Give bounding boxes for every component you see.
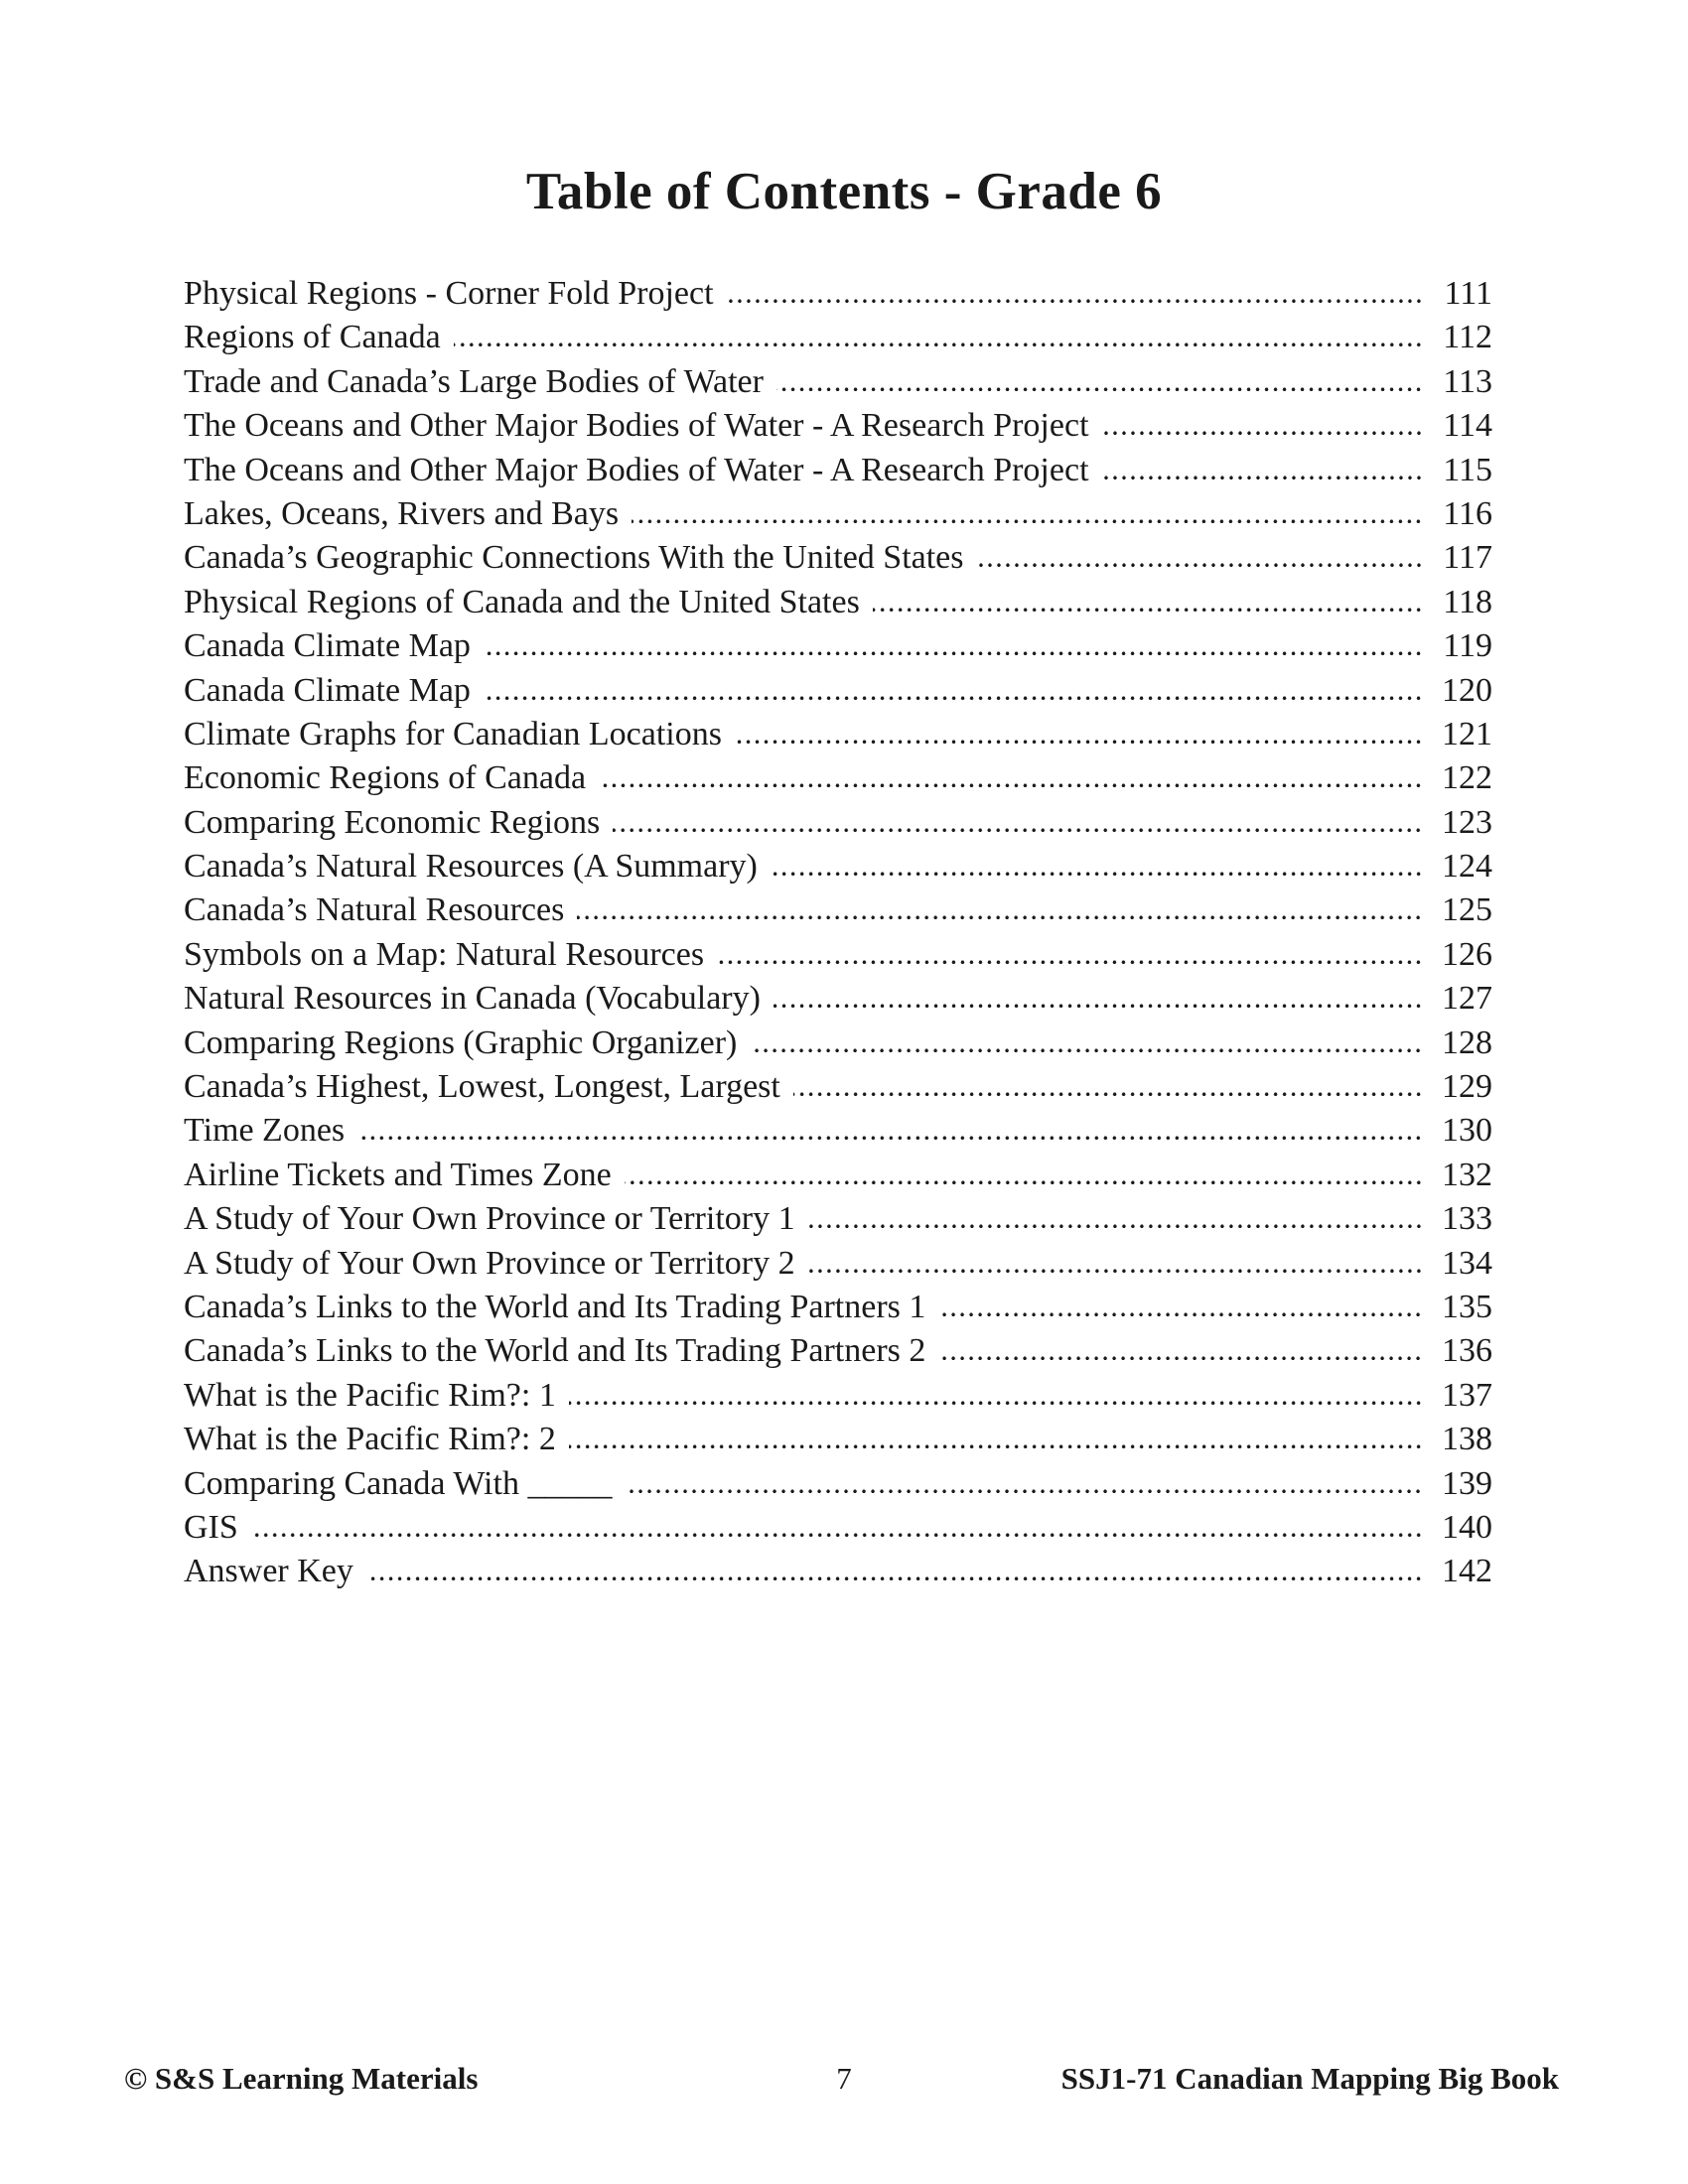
toc-entry-page: 142: [1442, 1553, 1492, 1590]
toc-entry-title: Physical Regions of Canada and the United States: [184, 583, 860, 620]
toc-entry-page: 137: [1442, 1376, 1492, 1414]
toc-entry: [184, 404, 1492, 448]
toc-entry: [184, 624, 1492, 668]
toc-entry-page: 126: [1442, 935, 1492, 973]
toc-entry-title: Regions of Canada: [184, 319, 441, 356]
toc-entry: [184, 449, 1492, 492]
leader-dots: [632, 517, 1423, 524]
leader-dots: [251, 1531, 1423, 1538]
leader-dots: [484, 649, 1423, 656]
toc-entry: [184, 933, 1492, 977]
leader-dots: [357, 1134, 1423, 1141]
toc-entry: [184, 1242, 1492, 1286]
footer-product-code: SSJ1-71 Canadian Mapping Big Book: [1060, 2061, 1559, 2096]
toc-entry-page: 123: [1442, 803, 1492, 841]
toc-entry: [184, 1462, 1492, 1506]
toc-entry-title: Symbols on a Map: Natural Resources: [184, 935, 705, 973]
leader-dots: [569, 1442, 1423, 1449]
toc-entry-title: Canada’s Geographic Connections With the United States: [184, 539, 964, 577]
toc-entry: [184, 977, 1492, 1021]
leader-dots: [454, 341, 1423, 347]
toc-entry-title: Comparing Economic Regions: [184, 803, 601, 841]
leader-dots: [873, 606, 1423, 613]
toc-entry: [184, 1550, 1492, 1593]
toc-entry: [184, 888, 1492, 932]
leader-dots: [938, 1310, 1423, 1317]
toc-entry-page: 116: [1443, 494, 1492, 532]
toc-entry-title: Canada Climate Map: [184, 671, 471, 709]
leader-dots: [776, 385, 1423, 392]
toc-entry: [184, 669, 1492, 713]
toc-entry-title: Economic Regions of Canada: [184, 759, 587, 797]
leader-dots: [727, 297, 1423, 304]
toc-entry: [184, 492, 1492, 536]
toc-entry-title: Canada’s Natural Resources (A Summary): [184, 848, 758, 886]
toc-entry-page: 140: [1442, 1508, 1492, 1546]
toc-entry-title: A Study of Your Own Province or Territory 1: [184, 1200, 795, 1238]
leader-dots: [599, 781, 1423, 788]
leader-dots: [717, 958, 1423, 965]
toc-entry-page: 132: [1442, 1156, 1492, 1193]
page-title: Table of Contents - Grade 6: [525, 163, 1163, 220]
toc-entry-page: 113: [1443, 362, 1492, 400]
toc-entry-page: 134: [1442, 1244, 1492, 1282]
page-footer: [0, 2057, 1688, 2101]
toc-entry-title: Physical Regions - Corner Fold Project: [184, 275, 714, 312]
leader-dots: [938, 1354, 1423, 1361]
toc-entry: [184, 1197, 1492, 1241]
toc-entry-page: 119: [1443, 627, 1492, 665]
toc-entry: [184, 536, 1492, 580]
toc-entry-title: What is the Pacific Rim?: 2: [184, 1421, 556, 1458]
toc-entry: [184, 581, 1492, 624]
leader-dots: [613, 826, 1423, 833]
toc-entry-page: 128: [1442, 1024, 1492, 1061]
toc-entry-title: Airline Tickets and Times Zone: [184, 1156, 612, 1193]
leader-dots: [569, 1399, 1423, 1406]
leader-dots: [366, 1574, 1423, 1581]
toc-entry-title: The Oceans and Other Major Bodies of Water - A Research Project: [184, 451, 1089, 488]
toc-entry-title: GIS: [184, 1508, 238, 1546]
toc-entry: [184, 316, 1492, 359]
toc-entry-page: 135: [1442, 1288, 1492, 1325]
footer-page-number: 7: [836, 2061, 852, 2096]
toc-entry-page: 124: [1442, 848, 1492, 886]
toc-entry-title: Lakes, Oceans, Rivers and Bays: [184, 494, 620, 532]
toc-entry-page: 115: [1443, 451, 1492, 488]
leader-dots: [1102, 429, 1423, 436]
toc-entry-page: 111: [1444, 275, 1492, 312]
leader-dots: [808, 1222, 1423, 1229]
leader-dots: [1102, 474, 1423, 480]
toc-entry-title: Comparing Canada With _____: [184, 1464, 613, 1502]
toc-entry-page: 133: [1442, 1200, 1492, 1238]
toc-entry-title: Canada’s Natural Resources: [184, 891, 565, 929]
toc-entry: [184, 1022, 1492, 1065]
leader-dots: [774, 1002, 1423, 1009]
toc-entry-page: 112: [1443, 319, 1492, 356]
toc-entry: [184, 756, 1492, 800]
leader-dots: [735, 738, 1423, 745]
toc-entry: [184, 1065, 1492, 1109]
leader-dots: [808, 1267, 1423, 1274]
toc-entry-title: Canada’s Highest, Lowest, Longest, Largest: [184, 1068, 780, 1106]
toc-entry: [184, 360, 1492, 404]
toc-entry-title: Trade and Canada’s Large Bodies of Water: [184, 362, 764, 400]
toc-entry-title: What is the Pacific Rim?: 1: [184, 1376, 556, 1414]
toc-entry: [184, 1109, 1492, 1153]
toc-entry-page: 136: [1442, 1332, 1492, 1370]
toc-entry: [184, 713, 1492, 756]
leader-dots: [484, 694, 1423, 701]
toc-entry: [184, 1418, 1492, 1461]
toc-entry-page: 118: [1443, 583, 1492, 620]
toc-entry-page: 122: [1442, 759, 1492, 797]
toc-entry-title: Comparing Regions (Graphic Organizer): [184, 1024, 738, 1061]
toc-entry-title: Canada’s Links to the World and Its Trading Partners 1: [184, 1288, 926, 1325]
toc-entry: [184, 1154, 1492, 1197]
toc-entry-title: Answer Key: [184, 1553, 353, 1590]
toc-entry-title: Natural Resources in Canada (Vocabulary): [184, 980, 761, 1018]
toc-entry-page: 138: [1442, 1421, 1492, 1458]
toc-entry-page: 121: [1442, 715, 1492, 752]
toc-entry-page: 120: [1442, 671, 1492, 709]
toc-entry: [184, 1329, 1492, 1373]
toc-entry: [184, 845, 1492, 888]
toc-entry-title: Canada’s Links to the World and Its Trading Partners 2: [184, 1332, 926, 1370]
leader-dots: [750, 1046, 1423, 1053]
toc-list: [184, 272, 1492, 1594]
toc-entry-page: 125: [1442, 891, 1492, 929]
leader-dots: [577, 913, 1423, 920]
toc-entry-page: 114: [1443, 407, 1492, 445]
toc-entry-title: Climate Graphs for Canadian Locations: [184, 715, 722, 752]
leader-dots: [793, 1090, 1423, 1097]
toc-entry-page: 127: [1442, 980, 1492, 1018]
toc-entry-title: Canada Climate Map: [184, 627, 471, 665]
toc-entry: [184, 272, 1492, 316]
toc-entry-title: Time Zones: [184, 1112, 346, 1150]
toc-entry: [184, 801, 1492, 845]
footer-copyright: © S&S Learning Materials: [124, 2061, 479, 2096]
toc-entry: [184, 1374, 1492, 1418]
leader-dots: [625, 1487, 1423, 1494]
toc-entry-page: 129: [1442, 1068, 1492, 1106]
toc-entry-title: The Oceans and Other Major Bodies of Water - A Research Project: [184, 407, 1089, 445]
toc-entry-title: A Study of Your Own Province or Territory 2: [184, 1244, 795, 1282]
toc-entry: [184, 1286, 1492, 1329]
leader-dots: [977, 561, 1423, 568]
toc-entry: [184, 1506, 1492, 1550]
leader-dots: [771, 870, 1423, 877]
leader-dots: [625, 1178, 1423, 1185]
toc-entry-page: 139: [1442, 1464, 1492, 1502]
toc-entry-page: 130: [1442, 1112, 1492, 1150]
toc-entry-page: 117: [1443, 539, 1492, 577]
